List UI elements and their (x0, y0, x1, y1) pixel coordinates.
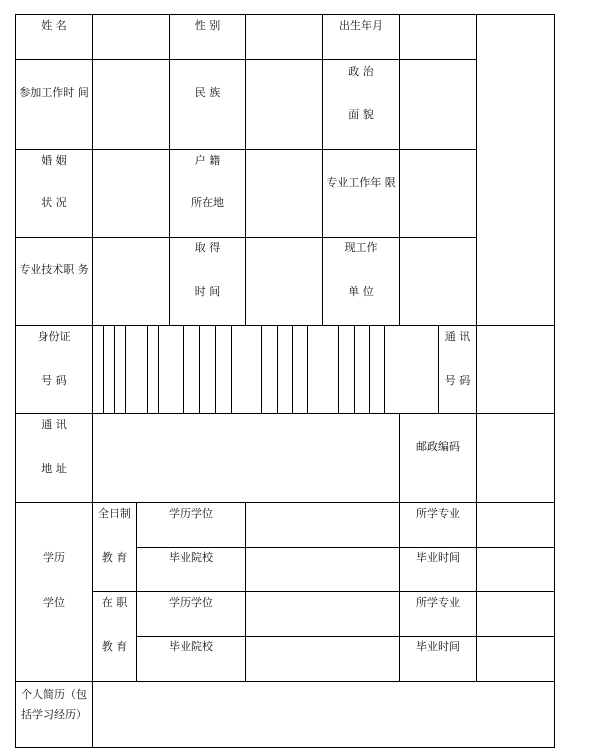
contact-phone-field[interactable] (476, 325, 555, 414)
id-digit-box[interactable] (183, 325, 200, 414)
postcode-label (399, 413, 477, 503)
political-label (322, 59, 400, 150)
unit-label (322, 237, 400, 326)
address-label-line1: 通 讯 (41, 418, 67, 431)
tech-title-label-text: 专业技术职 务 (19, 263, 89, 276)
hukou-label-line1: 户 籍 (194, 154, 221, 167)
marital-label (15, 149, 93, 238)
id-digit-box[interactable] (292, 325, 308, 414)
photo-box[interactable] (476, 14, 555, 326)
gender-label (169, 14, 246, 60)
parttime-major-label-text: 所学专业 (416, 596, 460, 609)
address-label (15, 413, 93, 503)
id-digit-box[interactable] (369, 325, 385, 414)
obtain-field[interactable] (245, 237, 323, 326)
birth-label-text: 出生年月 (339, 19, 383, 32)
postcode-field[interactable] (476, 413, 555, 503)
resume-label-text: 个人简历（包括学习经历） (21, 688, 87, 721)
hukou-label (169, 149, 246, 238)
ethnicity-label-text: 民 族 (194, 86, 221, 99)
address-field[interactable] (92, 413, 400, 503)
marital-label-line2: 状 况 (41, 196, 67, 209)
tech-title-field[interactable] (92, 237, 170, 326)
parttime-school-label-text: 毕业院校 (169, 640, 213, 653)
parttime-school-field[interactable] (245, 636, 400, 682)
id-digit-box[interactable] (307, 325, 339, 414)
id-digit-box[interactable] (199, 325, 216, 414)
parttime-label-line1: 在 职 (101, 596, 128, 609)
parttime-degree-label (136, 591, 246, 637)
parttime-major-label (399, 591, 477, 637)
obtain-label-line2: 时 间 (194, 285, 221, 298)
fulltime-major-label-text: 所学专业 (416, 507, 460, 520)
parttime-degree-label-text: 学历学位 (169, 596, 213, 609)
fulltime-major-field[interactable] (476, 502, 555, 548)
id-label (15, 325, 93, 414)
parttime-gradtime-field[interactable] (476, 636, 555, 682)
fulltime-label-line1: 全日制 (98, 507, 131, 520)
tech-title-label (15, 237, 93, 326)
marital-label-line1: 婚 姻 (41, 154, 67, 167)
id-digit-box[interactable] (158, 325, 184, 414)
years-field[interactable] (399, 149, 477, 238)
parttime-gradtime-label-text: 毕业时间 (416, 640, 460, 653)
name-field[interactable] (92, 14, 170, 60)
work-start-field[interactable] (92, 59, 170, 150)
birth-label (322, 14, 400, 60)
postcode-label-text: 邮政编码 (416, 440, 460, 453)
fulltime-education-label (92, 502, 137, 592)
hukou-label-line2: 所在地 (191, 196, 224, 209)
fulltime-gradtime-label-text: 毕业时间 (416, 551, 460, 564)
name-label (15, 14, 93, 60)
resume-field[interactable] (92, 681, 555, 748)
hukou-field[interactable] (245, 149, 323, 238)
political-label-line1: 政 治 (348, 65, 374, 78)
fulltime-degree-label (136, 502, 246, 548)
fulltime-label-line2: 教 育 (101, 551, 128, 564)
parttime-gradtime-label (399, 636, 477, 682)
id-label-line2: 号 码 (41, 374, 67, 387)
fulltime-school-label (136, 547, 246, 592)
contact-phone-label (438, 325, 477, 414)
fulltime-school-field[interactable] (245, 547, 400, 592)
resume-label (15, 681, 93, 748)
parttime-label-line2: 教 育 (101, 640, 128, 653)
contact-phone-label-line1: 通 讯 (444, 330, 471, 343)
id-label-line1: 身份证 (37, 330, 71, 343)
years-label (322, 149, 400, 238)
address-label-line2: 地 址 (41, 462, 67, 475)
work-start-label-text: 参加工作时 间 (19, 86, 89, 99)
unit-label-line2: 单 位 (348, 285, 374, 298)
birth-field[interactable] (399, 14, 477, 60)
unit-label-line1: 现工作 (344, 241, 378, 254)
political-field[interactable] (399, 59, 477, 150)
id-digit-box[interactable] (354, 325, 370, 414)
obtain-label-line1: 取 得 (194, 241, 221, 254)
ethnicity-label (169, 59, 246, 150)
political-label-line2: 面 貌 (348, 108, 374, 121)
ethnicity-field[interactable] (245, 59, 323, 150)
fulltime-major-label (399, 502, 477, 548)
parttime-school-label (136, 636, 246, 682)
years-label-text: 专业工作年 限 (326, 176, 396, 189)
parttime-major-field[interactable] (476, 591, 555, 637)
id-digit-box[interactable] (231, 325, 262, 414)
parttime-education-label (92, 591, 137, 682)
fulltime-degree-field[interactable] (245, 502, 400, 548)
marital-field[interactable] (92, 149, 170, 238)
education-label-line1: 学历 (43, 551, 65, 564)
id-digit-box[interactable] (338, 325, 355, 414)
id-digit-box[interactable] (261, 325, 278, 414)
id-digit-box[interactable] (215, 325, 232, 414)
obtain-label (169, 237, 246, 326)
gender-label-text: 性 别 (194, 19, 221, 32)
education-label-line2: 学位 (43, 596, 65, 609)
fulltime-gradtime-label (399, 547, 477, 592)
id-digit-box[interactable] (384, 325, 439, 414)
unit-field[interactable] (399, 237, 477, 326)
contact-phone-label-line2: 号 码 (444, 374, 471, 387)
fulltime-gradtime-field[interactable] (476, 547, 555, 592)
id-digit-box[interactable] (277, 325, 293, 414)
education-label (15, 502, 93, 682)
id-digit-box[interactable] (125, 325, 148, 414)
fulltime-degree-label-text: 学历学位 (169, 507, 213, 520)
fulltime-school-label-text: 毕业院校 (169, 551, 213, 564)
work-start-label (15, 59, 93, 150)
gender-field[interactable] (245, 14, 323, 60)
name-label-text: 姓 名 (41, 19, 67, 32)
parttime-degree-field[interactable] (245, 591, 400, 637)
